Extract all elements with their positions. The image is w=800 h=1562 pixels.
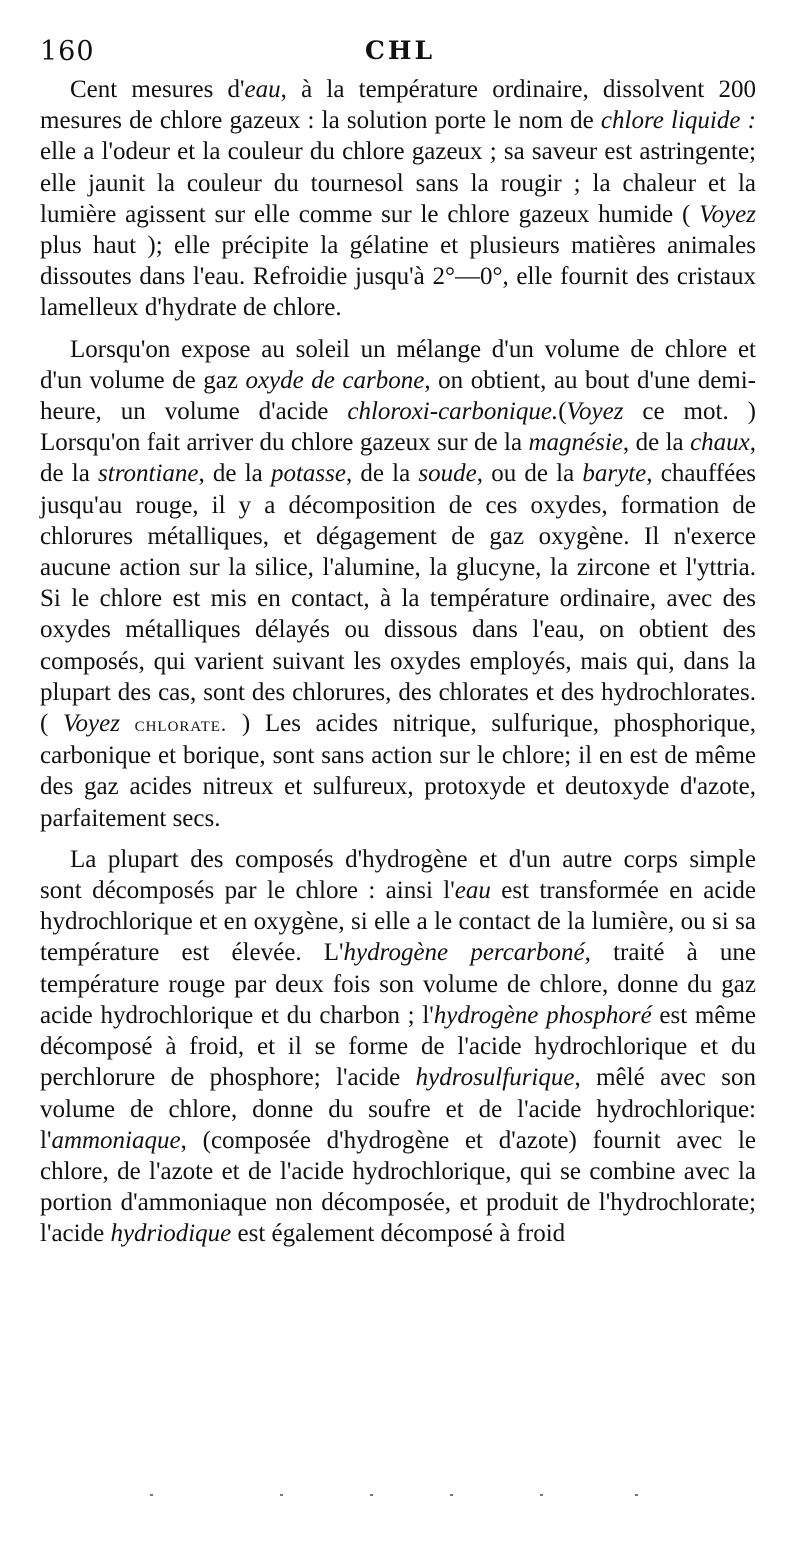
paragraph-3 bbox=[40, 844, 756, 1250]
text-run: est également décomposé à froid bbox=[231, 1220, 566, 1248]
text-run: ( bbox=[558, 398, 567, 426]
italic-run: eau bbox=[244, 76, 281, 103]
body-text bbox=[40, 74, 756, 1260]
text-run: Cent mesures d' bbox=[70, 76, 245, 103]
text-run: , ou de la bbox=[476, 460, 583, 488]
paragraph-1 bbox=[40, 74, 756, 324]
italic-run: oxyde de carbone bbox=[245, 366, 425, 394]
text-run: , de la bbox=[345, 460, 419, 488]
text-run: elle a l'odeur et la couleur du chlore gazeux ; sa saveur est astringente; elle jaunit la couleur du tournesol sans la rougir ; la chaleur et la lumière agissent sur elle comme sur le chlore gazeux humide ( bbox=[40, 138, 756, 228]
text-run: La plupart des composés d'hydrogène et d'un autre corps simple sont décomposés par le chlore : ainsi l' bbox=[40, 845, 756, 905]
italic-run: Voyez bbox=[699, 200, 756, 228]
italic-run: chloroxi-carbonique. bbox=[347, 398, 559, 426]
small-caps-run: chlorate. bbox=[134, 712, 228, 737]
italic-run: Voyez bbox=[566, 398, 624, 426]
text-run: , de la bbox=[40, 429, 757, 488]
italic-run: ammoniaque bbox=[51, 1126, 181, 1154]
text-run: , de la bbox=[622, 429, 691, 457]
text-run: , de la bbox=[198, 460, 271, 488]
italic-run: strontiane bbox=[98, 460, 199, 488]
italic-run: hydrogène percarboné bbox=[343, 939, 585, 967]
italic-run: soude bbox=[418, 460, 477, 488]
page-specks bbox=[120, 1488, 680, 1502]
italic-run: hydrosulfurique bbox=[415, 1064, 575, 1092]
text-run: est même décomposé à froid, et il se forme de l'acide hydrochlorique et du perchlorure de phosphore; l'acide bbox=[40, 1001, 756, 1092]
page-number: 160 bbox=[40, 36, 95, 67]
italic-run: eau bbox=[454, 877, 491, 905]
text-run: , (composée d'hydrogène et d'azote) fournit avec le chlore, de l'azote et de l'acide hydrochlorique, qui se combine avec la portion d'ammoniaque non décomposée, et produit de l'hydrochlorate; l'acide bbox=[40, 1126, 756, 1248]
italic-run: baryte bbox=[582, 460, 647, 488]
italic-run: magnésie bbox=[528, 429, 623, 457]
italic-run: chlore liquide : bbox=[600, 107, 756, 135]
italic-run: potasse bbox=[270, 460, 346, 488]
text-run: , mêlé avec son volume de chlore, donne du soufre et de l'acide hydrochlorique: l' bbox=[40, 1064, 756, 1154]
text-run: ) Les acides nitrique, sulfurique, phosphorique, carbonique et borique, sont sans action sur le chlore; il en est de même des gaz acides nitreux et sulfureux, protoxyde et deutoxyde d'azote, parfaitement secs. bbox=[40, 710, 757, 832]
italic-run: chaux bbox=[690, 429, 750, 457]
text-run: , on obtient, au bout d'une demi-heure, un volume d'acide bbox=[40, 366, 757, 426]
text-run bbox=[120, 710, 135, 737]
text-run: plus haut ); elle précipite la gélatine et plusieurs matières animales dissoutes dans l'eau. Refroidie jusqu'à 2°—0°, elle fournit des cristaux lamelleux d'hydrate de chlore. bbox=[40, 232, 756, 322]
text-run: , chauffées jusqu'au rouge, il y a décomposition de ces oxydes, formation de chlorures métalliques, et dégagement de gaz oxygène. Il n'exerce aucune action sur la silice, l'alumine, la glucyne, la zircone et l'yttria. Si le chlore est mis en contact, à la température ordinaire, avec des oxydes métalliques délayés ou dissous dans l'eau, on obtient des composés, qui varient suivant les oxydes employés, mais qui, dans la plupart des cas, sont des chlorures, des chlorates et des hydrochlorates. ( bbox=[40, 460, 757, 738]
italic-run: hydriodique bbox=[110, 1220, 232, 1248]
page-header bbox=[40, 36, 760, 70]
italic-run: hydrogène phosphoré bbox=[433, 1001, 652, 1029]
text-run: ce mot. ) Lorsqu'on fait arriver du chlore gazeux sur de la bbox=[40, 398, 756, 457]
italic-run: Voyez bbox=[63, 710, 120, 738]
text-run: , à la température ordinaire, dissolvent 200 mesures de chlore gazeux : la solution porte le nom de bbox=[40, 76, 756, 135]
text-run: est transformée en acide hydrochlorique et en oxygène, si elle a le contact de la lumière, ou si sa température est élevée. L' bbox=[40, 877, 756, 967]
text-run: Lorsqu'on expose au soleil un mélange d'un volume de chlore et d'un volume de gaz bbox=[40, 335, 756, 394]
text-run: , traité à une température rouge par deux fois son volume de chlore, donne du gaz acide hydrochlorique et du charbon ; l' bbox=[40, 939, 756, 1029]
paragraph-2 bbox=[40, 334, 756, 834]
running-head: CHL bbox=[364, 36, 436, 65]
